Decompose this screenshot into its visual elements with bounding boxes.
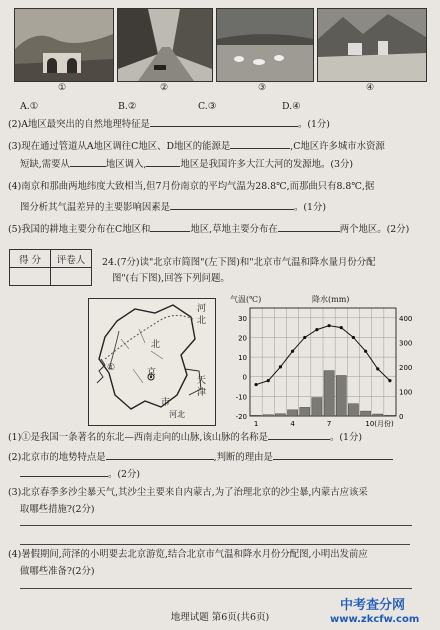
precipitation-bar	[385, 415, 395, 416]
precipitation-bar	[373, 414, 383, 416]
precipitation-bar	[263, 415, 273, 416]
map-label-tian: 天	[197, 376, 207, 386]
climate-chart	[222, 294, 432, 434]
sub-question-3-line1: (3)北京春季多沙尘暴天气,其沙尘主要来自内蒙古,为了治理北京的沙尘暴,内蒙古应该采	[8, 487, 368, 498]
x-tick-label: 1	[253, 420, 259, 428]
map-label-bei: 北	[197, 316, 207, 326]
y-left-tick-label: 30	[238, 314, 247, 323]
grader-label: 评卷人	[51, 250, 92, 268]
precipitation-bar	[324, 371, 334, 416]
y-left-tick-label: -20	[235, 413, 247, 421]
x-tick-label: 4	[290, 420, 295, 428]
map-label-jing: 京	[147, 368, 157, 378]
grader-cell	[51, 268, 92, 286]
precipitation-bar	[361, 411, 371, 416]
answer-line[interactable]	[20, 525, 412, 526]
y-left-tick-label: 20	[238, 334, 247, 343]
sub-question-2-line1: (2)北京市的地势特点是 ,判断的理由是	[8, 450, 393, 464]
question-24-line2: 图"(右下图),回答下列问题。	[112, 273, 230, 284]
page-footer: 地理试题 第6页(共6页)	[170, 612, 270, 623]
y-right-tick-label: 0	[399, 413, 404, 421]
photo-1	[14, 8, 114, 82]
x-tick-label: 10(月份)	[365, 420, 394, 428]
y-left-tick-label: -10	[235, 393, 247, 402]
y-right-tick-label: 400	[399, 314, 413, 323]
question-3-line1: (3)现在通过管道从A地区调往C地区、D地区的能源是 ,C地区许多城市水资源	[8, 141, 385, 152]
sub-question-4-line1: (4)暑假期间,菏泽的小明要去北京游览,结合北京市气温和降水月份分配图,小明出发前应	[8, 549, 368, 560]
map-label-num: ①	[107, 363, 116, 373]
chart-svg	[222, 294, 432, 434]
watermark-url: www.zkcfw.com	[330, 614, 420, 625]
temperature-point	[303, 336, 306, 339]
chart-right-title: 降水(mm)	[312, 295, 350, 304]
photo-caption: ①	[58, 83, 67, 93]
answer-line[interactable]	[20, 588, 412, 589]
option-b: B.②	[118, 101, 137, 112]
option-a: A.①	[20, 101, 39, 112]
watermark-title: 中考查分网	[340, 598, 406, 613]
question-5: (5)我国的耕地主要分布在C地区和 地区,草地主要分布在 两个地区。(2分)	[8, 224, 410, 235]
photo-2	[117, 8, 213, 82]
question-2: (2)A地区最突出的自然地理特征是 。(1分)	[8, 119, 330, 130]
temperature-point	[254, 383, 257, 386]
beijing-map	[88, 298, 216, 426]
temperature-point	[388, 379, 391, 382]
y-left-tick-label: 0	[242, 373, 247, 382]
temperature-point	[376, 367, 379, 370]
x-tick-label: 7	[326, 420, 332, 428]
map-label-hebei: 河北	[169, 410, 185, 419]
photo-caption: ②	[160, 83, 169, 93]
temperature-point	[267, 379, 270, 382]
chart-left-title: 气温(℃)	[230, 295, 262, 304]
temperature-point	[327, 324, 330, 327]
question-4-line1: (4)南京和那曲两地纬度大致相当,但7月份南京的平均气温为28.8℃,而那曲只有8.8℃,据	[8, 181, 375, 192]
photo-4	[317, 8, 427, 82]
question-24-line1: 24.(7分)读"北京市简图"(左下图)和"北京市气温和降水量月份分配	[102, 257, 376, 268]
map-label-he: 河	[197, 304, 207, 314]
temperature-point	[315, 328, 318, 331]
option-d: D.④	[282, 101, 301, 112]
precipitation-bar	[348, 404, 358, 416]
temperature-point	[279, 365, 282, 368]
score-cell	[10, 268, 51, 286]
score-label: 得 分	[10, 250, 51, 268]
precipitation-bar	[300, 407, 310, 416]
temperature-point	[291, 350, 294, 353]
y-right-tick-label: 100	[399, 388, 413, 397]
score-table	[9, 249, 92, 286]
y-right-tick-label: 300	[399, 339, 413, 348]
temperature-point	[340, 326, 343, 329]
precipitation-bar	[312, 398, 322, 416]
precipitation-bar	[251, 415, 261, 416]
y-left-tick-label: 10	[238, 354, 247, 363]
y-right-tick-label: 200	[399, 363, 413, 372]
photo-3	[216, 8, 314, 82]
sub-question-1: (1)①是我国一条著名的东北—西南走向的山脉,该山脉的名称是 。(1分)	[8, 432, 363, 443]
precipitation-bar	[336, 376, 346, 417]
photo-caption: ③	[258, 83, 267, 93]
temperature-point	[352, 336, 355, 339]
temperature-point	[364, 350, 367, 353]
precipitation-bar	[275, 414, 285, 416]
map-label-jin: 津	[197, 388, 207, 398]
question-3-line2: 短缺,需要从 地区调入, 地区是我国许多大江大河的发源地。(3分)	[20, 159, 354, 170]
map-label-shi: 市	[161, 398, 171, 408]
sub-question-2-line2: 。(2分)	[20, 467, 140, 481]
photo-caption: ④	[366, 83, 375, 93]
map-label-bei2: 北	[151, 340, 161, 350]
sub-question-3-line2: 取哪些措施?(2分)	[20, 504, 95, 515]
sub-question-4-line2: 做哪些准备?(2分)	[20, 566, 95, 577]
precipitation-bar	[288, 410, 298, 416]
question-4-line2: 图分析其气温差异的主要影响因素是 。(1分)	[20, 202, 327, 213]
option-c: C.③	[198, 101, 217, 112]
answer-line[interactable]	[20, 544, 410, 545]
